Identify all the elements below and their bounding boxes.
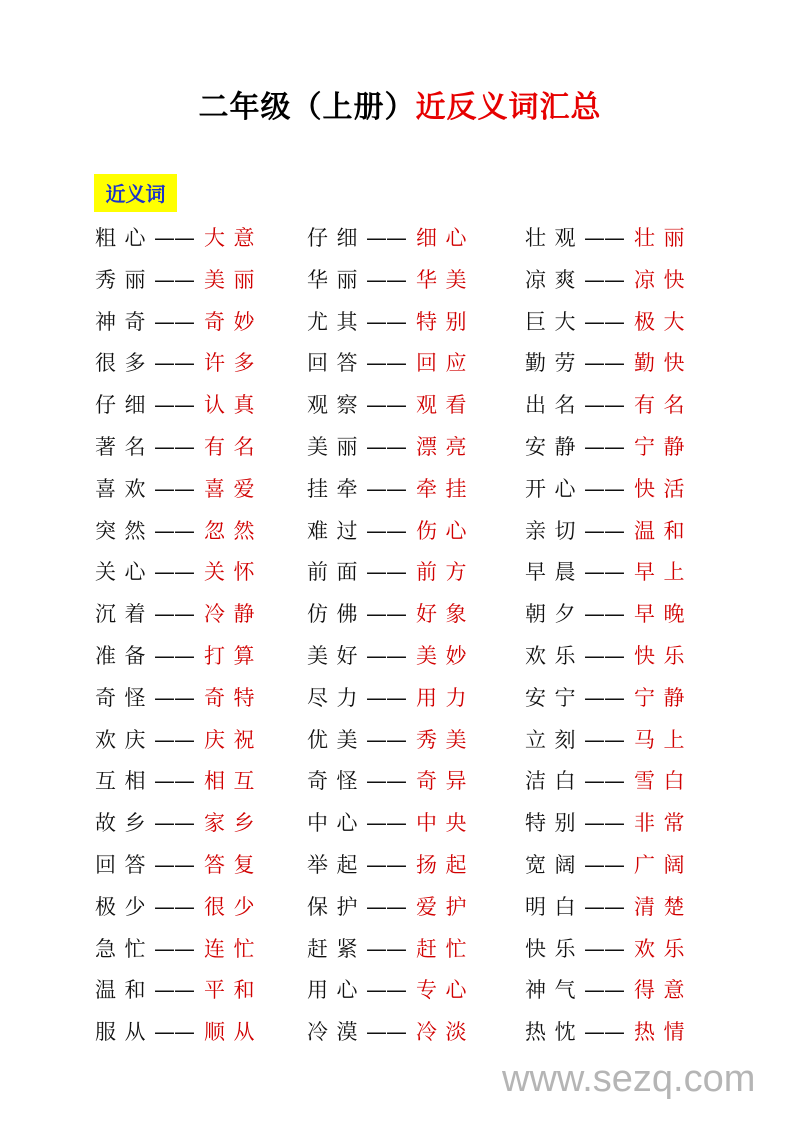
dash: —— [154, 393, 194, 418]
word: 巨大 [525, 309, 584, 334]
word: 仔细 [307, 226, 366, 250]
word: 极少 [95, 894, 154, 919]
dash: —— [584, 685, 624, 710]
synonym: 宁静 [634, 685, 693, 710]
dash: —— [154, 518, 194, 543]
word: 奇怪 [95, 685, 154, 710]
synonym-pair [307, 639, 475, 673]
synonym-pair [307, 1015, 475, 1049]
synonym: 许多 [204, 351, 263, 376]
dash: —— [154, 226, 194, 250]
word: 赶紧 [307, 936, 366, 961]
synonym: 宁静 [634, 434, 693, 459]
dash: —— [366, 602, 406, 627]
dash: —— [366, 978, 406, 1003]
synonym-pair [307, 514, 475, 548]
word: 尤其 [307, 309, 366, 334]
synonym-pair [95, 973, 263, 1007]
synonym: 相互 [204, 769, 263, 794]
synonym-pair [307, 723, 475, 757]
synonym-pair [525, 305, 693, 339]
dash: —— [584, 727, 624, 752]
dash: —— [584, 393, 624, 418]
synonym-pair [95, 430, 263, 464]
dash: —— [366, 685, 406, 710]
dash: —— [366, 936, 406, 961]
word: 早晨 [525, 560, 584, 585]
synonym: 用力 [416, 685, 475, 710]
word: 亲切 [525, 518, 584, 543]
synonym-pair [95, 723, 263, 757]
dash: —— [366, 727, 406, 752]
synonym: 忽然 [204, 518, 263, 543]
word: 华丽 [307, 267, 366, 292]
word: 尽力 [307, 685, 366, 710]
synonym-pair [307, 305, 475, 339]
synonym: 细心 [416, 226, 475, 250]
word: 回答 [95, 852, 154, 877]
dash: —— [584, 351, 624, 376]
word: 突然 [95, 518, 154, 543]
dash: —— [154, 602, 194, 627]
dash: —— [366, 309, 406, 334]
synonym: 广阔 [634, 852, 693, 877]
synonym-pair [95, 388, 263, 422]
synonym: 扬起 [416, 852, 475, 877]
dash: —— [366, 643, 406, 668]
title-grade: 二年级（上册） [198, 90, 416, 125]
synonym: 清楚 [634, 894, 693, 919]
synonym: 中央 [416, 811, 475, 836]
synonym: 家乡 [204, 811, 263, 836]
synonym-pair [525, 764, 693, 798]
word: 急忙 [95, 936, 154, 961]
word: 喜欢 [95, 476, 154, 501]
word: 用心 [307, 978, 366, 1003]
dash: —— [366, 351, 406, 376]
page-title [0, 82, 800, 126]
synonym-pair [307, 973, 475, 1007]
dash: —— [154, 1020, 194, 1045]
synonym-pair [307, 848, 475, 882]
word: 很多 [95, 351, 154, 376]
dash: —— [584, 560, 624, 585]
synonym: 温和 [634, 518, 693, 543]
synonym-pair [95, 764, 263, 798]
synonym: 早晚 [634, 602, 693, 627]
dash: —— [584, 602, 624, 627]
synonym: 专心 [416, 978, 475, 1003]
synonym-pair [307, 263, 475, 297]
word: 特别 [525, 811, 584, 836]
synonym: 早上 [634, 560, 693, 585]
watermark: www.sezq.com [502, 1058, 756, 1100]
synonym-pair [307, 555, 475, 589]
dash: —— [154, 727, 194, 752]
synonym: 爱护 [416, 894, 475, 919]
synonym: 欢乐 [634, 936, 693, 961]
word: 关心 [95, 560, 154, 585]
dash: —— [584, 978, 624, 1003]
word: 欢乐 [525, 643, 584, 668]
synonym-pair [95, 346, 263, 380]
synonym-pair [307, 890, 475, 924]
synonym: 马上 [634, 727, 693, 752]
synonym-pair [525, 1015, 693, 1049]
synonym: 答复 [204, 852, 263, 877]
synonym-pair [95, 472, 263, 506]
word: 欢庆 [95, 727, 154, 752]
synonym-pair [95, 305, 263, 339]
dash: —— [366, 226, 406, 250]
synonym-pair [95, 221, 263, 255]
synonym: 快乐 [634, 643, 693, 668]
word: 美好 [307, 643, 366, 668]
word: 壮观 [525, 226, 584, 250]
synonym-pair [525, 221, 693, 255]
synonym: 美妙 [416, 643, 475, 668]
word: 神奇 [95, 309, 154, 334]
dash: —— [584, 518, 624, 543]
synonym: 美丽 [204, 267, 263, 292]
word: 明白 [525, 894, 584, 919]
dash: —— [154, 894, 194, 919]
word: 美丽 [307, 434, 366, 459]
synonym: 雪白 [634, 769, 693, 794]
word: 著名 [95, 434, 154, 459]
dash: —— [154, 685, 194, 710]
dash: —— [584, 267, 624, 292]
word: 优美 [307, 727, 366, 752]
word: 快乐 [525, 936, 584, 961]
dash: —— [154, 476, 194, 501]
synonym-pair [525, 848, 693, 882]
word: 奇怪 [307, 769, 366, 794]
synonym: 好象 [416, 602, 475, 627]
synonym: 前方 [416, 560, 475, 585]
word: 热忱 [525, 1020, 584, 1045]
synonym: 喜爱 [204, 476, 263, 501]
synonym-pair [525, 430, 693, 464]
word: 出名 [525, 393, 584, 418]
word: 勤劳 [525, 351, 584, 376]
dash: —— [154, 978, 194, 1003]
synonym-pair [525, 639, 693, 673]
dash: —— [584, 434, 624, 459]
word: 神气 [525, 978, 584, 1003]
synonym-pair [525, 597, 693, 631]
dash: —— [366, 894, 406, 919]
synonym-pair [307, 597, 475, 631]
synonym: 得意 [634, 978, 693, 1003]
synonym-pair [95, 932, 263, 966]
word: 服从 [95, 1020, 154, 1045]
dash: —— [584, 811, 624, 836]
word: 挂牵 [307, 476, 366, 501]
synonym: 观看 [416, 393, 475, 418]
dash: —— [584, 643, 624, 668]
synonym: 顺从 [204, 1020, 263, 1045]
word: 朝夕 [525, 602, 584, 627]
synonym: 奇特 [204, 685, 263, 710]
dash: —— [584, 852, 624, 877]
synonym-pair [95, 890, 263, 924]
dash: —— [366, 434, 406, 459]
dash: —— [154, 936, 194, 961]
dash: —— [154, 434, 194, 459]
synonym: 认真 [204, 393, 263, 418]
synonym: 冷静 [204, 602, 263, 627]
synonym: 华美 [416, 267, 475, 292]
synonym: 连忙 [204, 936, 263, 961]
word: 粗心 [95, 226, 154, 250]
dash: —— [366, 1020, 406, 1045]
synonym: 赶忙 [416, 936, 475, 961]
word: 安静 [525, 434, 584, 459]
synonym-pair [95, 555, 263, 589]
synonym-pair [307, 681, 475, 715]
synonym: 极大 [634, 309, 693, 334]
synonym: 打算 [204, 643, 263, 668]
dash: —— [584, 226, 624, 250]
synonym: 平和 [204, 978, 263, 1003]
synonym: 大意 [204, 226, 263, 250]
word: 洁白 [525, 769, 584, 794]
synonym: 很少 [204, 894, 263, 919]
synonym-pair [95, 514, 263, 548]
synonym-pair [307, 346, 475, 380]
word: 准备 [95, 643, 154, 668]
word: 开心 [525, 476, 584, 501]
word: 凉爽 [525, 267, 584, 292]
synonym-pair [525, 806, 693, 840]
word: 举起 [307, 852, 366, 877]
synonym: 特别 [416, 309, 475, 334]
word: 保护 [307, 894, 366, 919]
dash: —— [366, 769, 406, 794]
synonym-pair [525, 472, 693, 506]
dash: —— [154, 267, 194, 292]
synonym-pair [525, 555, 693, 589]
synonym-pair [95, 263, 263, 297]
title-topic: 近反义词汇总 [415, 90, 602, 125]
synonym: 牵挂 [416, 476, 475, 501]
synonym-pair [525, 973, 693, 1007]
word: 冷漠 [307, 1020, 366, 1045]
synonym-pair [95, 639, 263, 673]
dash: —— [584, 894, 624, 919]
word: 中心 [307, 811, 366, 836]
word: 仔细 [95, 393, 154, 418]
synonym-pair [307, 388, 475, 422]
synonym: 非常 [634, 811, 693, 836]
dash: —— [154, 852, 194, 877]
dash: —— [366, 560, 406, 585]
synonym: 冷淡 [416, 1020, 475, 1045]
word: 沉着 [95, 602, 154, 627]
word: 故乡 [95, 811, 154, 836]
synonym: 壮丽 [634, 226, 693, 250]
synonym-pair [525, 388, 693, 422]
synonym: 有名 [204, 434, 263, 459]
dash: —— [366, 476, 406, 501]
word: 秀丽 [95, 267, 154, 292]
synonym: 勤快 [634, 351, 693, 376]
synonym-pair [307, 806, 475, 840]
word: 安宁 [525, 685, 584, 710]
synonym: 有名 [634, 393, 693, 418]
synonym-pair [525, 263, 693, 297]
synonym-pair [307, 472, 475, 506]
word: 宽阔 [525, 852, 584, 877]
synonym-pair [307, 430, 475, 464]
synonym-pair [95, 806, 263, 840]
word: 观察 [307, 393, 366, 418]
synonym-pair [95, 597, 263, 631]
word: 回答 [307, 351, 366, 376]
synonym: 回应 [416, 351, 475, 376]
synonym-pair [525, 890, 693, 924]
dash: —— [366, 267, 406, 292]
word: 互相 [95, 769, 154, 794]
dash: —— [584, 769, 624, 794]
synonym-pair [525, 932, 693, 966]
dash: —— [366, 518, 406, 543]
dash: —— [584, 476, 624, 501]
dash: —— [154, 309, 194, 334]
synonym: 凉快 [634, 267, 693, 292]
synonym-pair [307, 764, 475, 798]
word: 温和 [95, 978, 154, 1003]
dash: —— [154, 643, 194, 668]
synonym: 伤心 [416, 518, 475, 543]
synonym-pair [307, 221, 475, 255]
synonym: 秀美 [416, 727, 475, 752]
synonym: 热情 [634, 1020, 693, 1045]
word: 立刻 [525, 727, 584, 752]
synonym-pair [95, 681, 263, 715]
synonym: 奇妙 [204, 309, 263, 334]
dash: —— [584, 1020, 624, 1045]
dash: —— [154, 351, 194, 376]
dash: —— [366, 393, 406, 418]
synonym: 快活 [634, 476, 693, 501]
dash: —— [154, 560, 194, 585]
synonym: 漂亮 [416, 434, 475, 459]
synonym-pair [525, 346, 693, 380]
synonym-pair [95, 1015, 263, 1049]
word: 前面 [307, 560, 366, 585]
synonym-pair [525, 514, 693, 548]
section-label-synonyms: 近义词 [94, 174, 177, 212]
synonym: 庆祝 [204, 727, 263, 752]
dash: —— [584, 309, 624, 334]
word: 仿佛 [307, 602, 366, 627]
dash: —— [154, 769, 194, 794]
synonym: 奇异 [416, 769, 475, 794]
synonym-pair [525, 723, 693, 757]
synonym-pair [525, 681, 693, 715]
dash: —— [154, 811, 194, 836]
word: 难过 [307, 518, 366, 543]
dash: —— [366, 852, 406, 877]
synonym-pair [307, 932, 475, 966]
synonym: 关怀 [204, 560, 263, 585]
dash: —— [366, 811, 406, 836]
dash: —— [584, 936, 624, 961]
synonym-pair [95, 848, 263, 882]
